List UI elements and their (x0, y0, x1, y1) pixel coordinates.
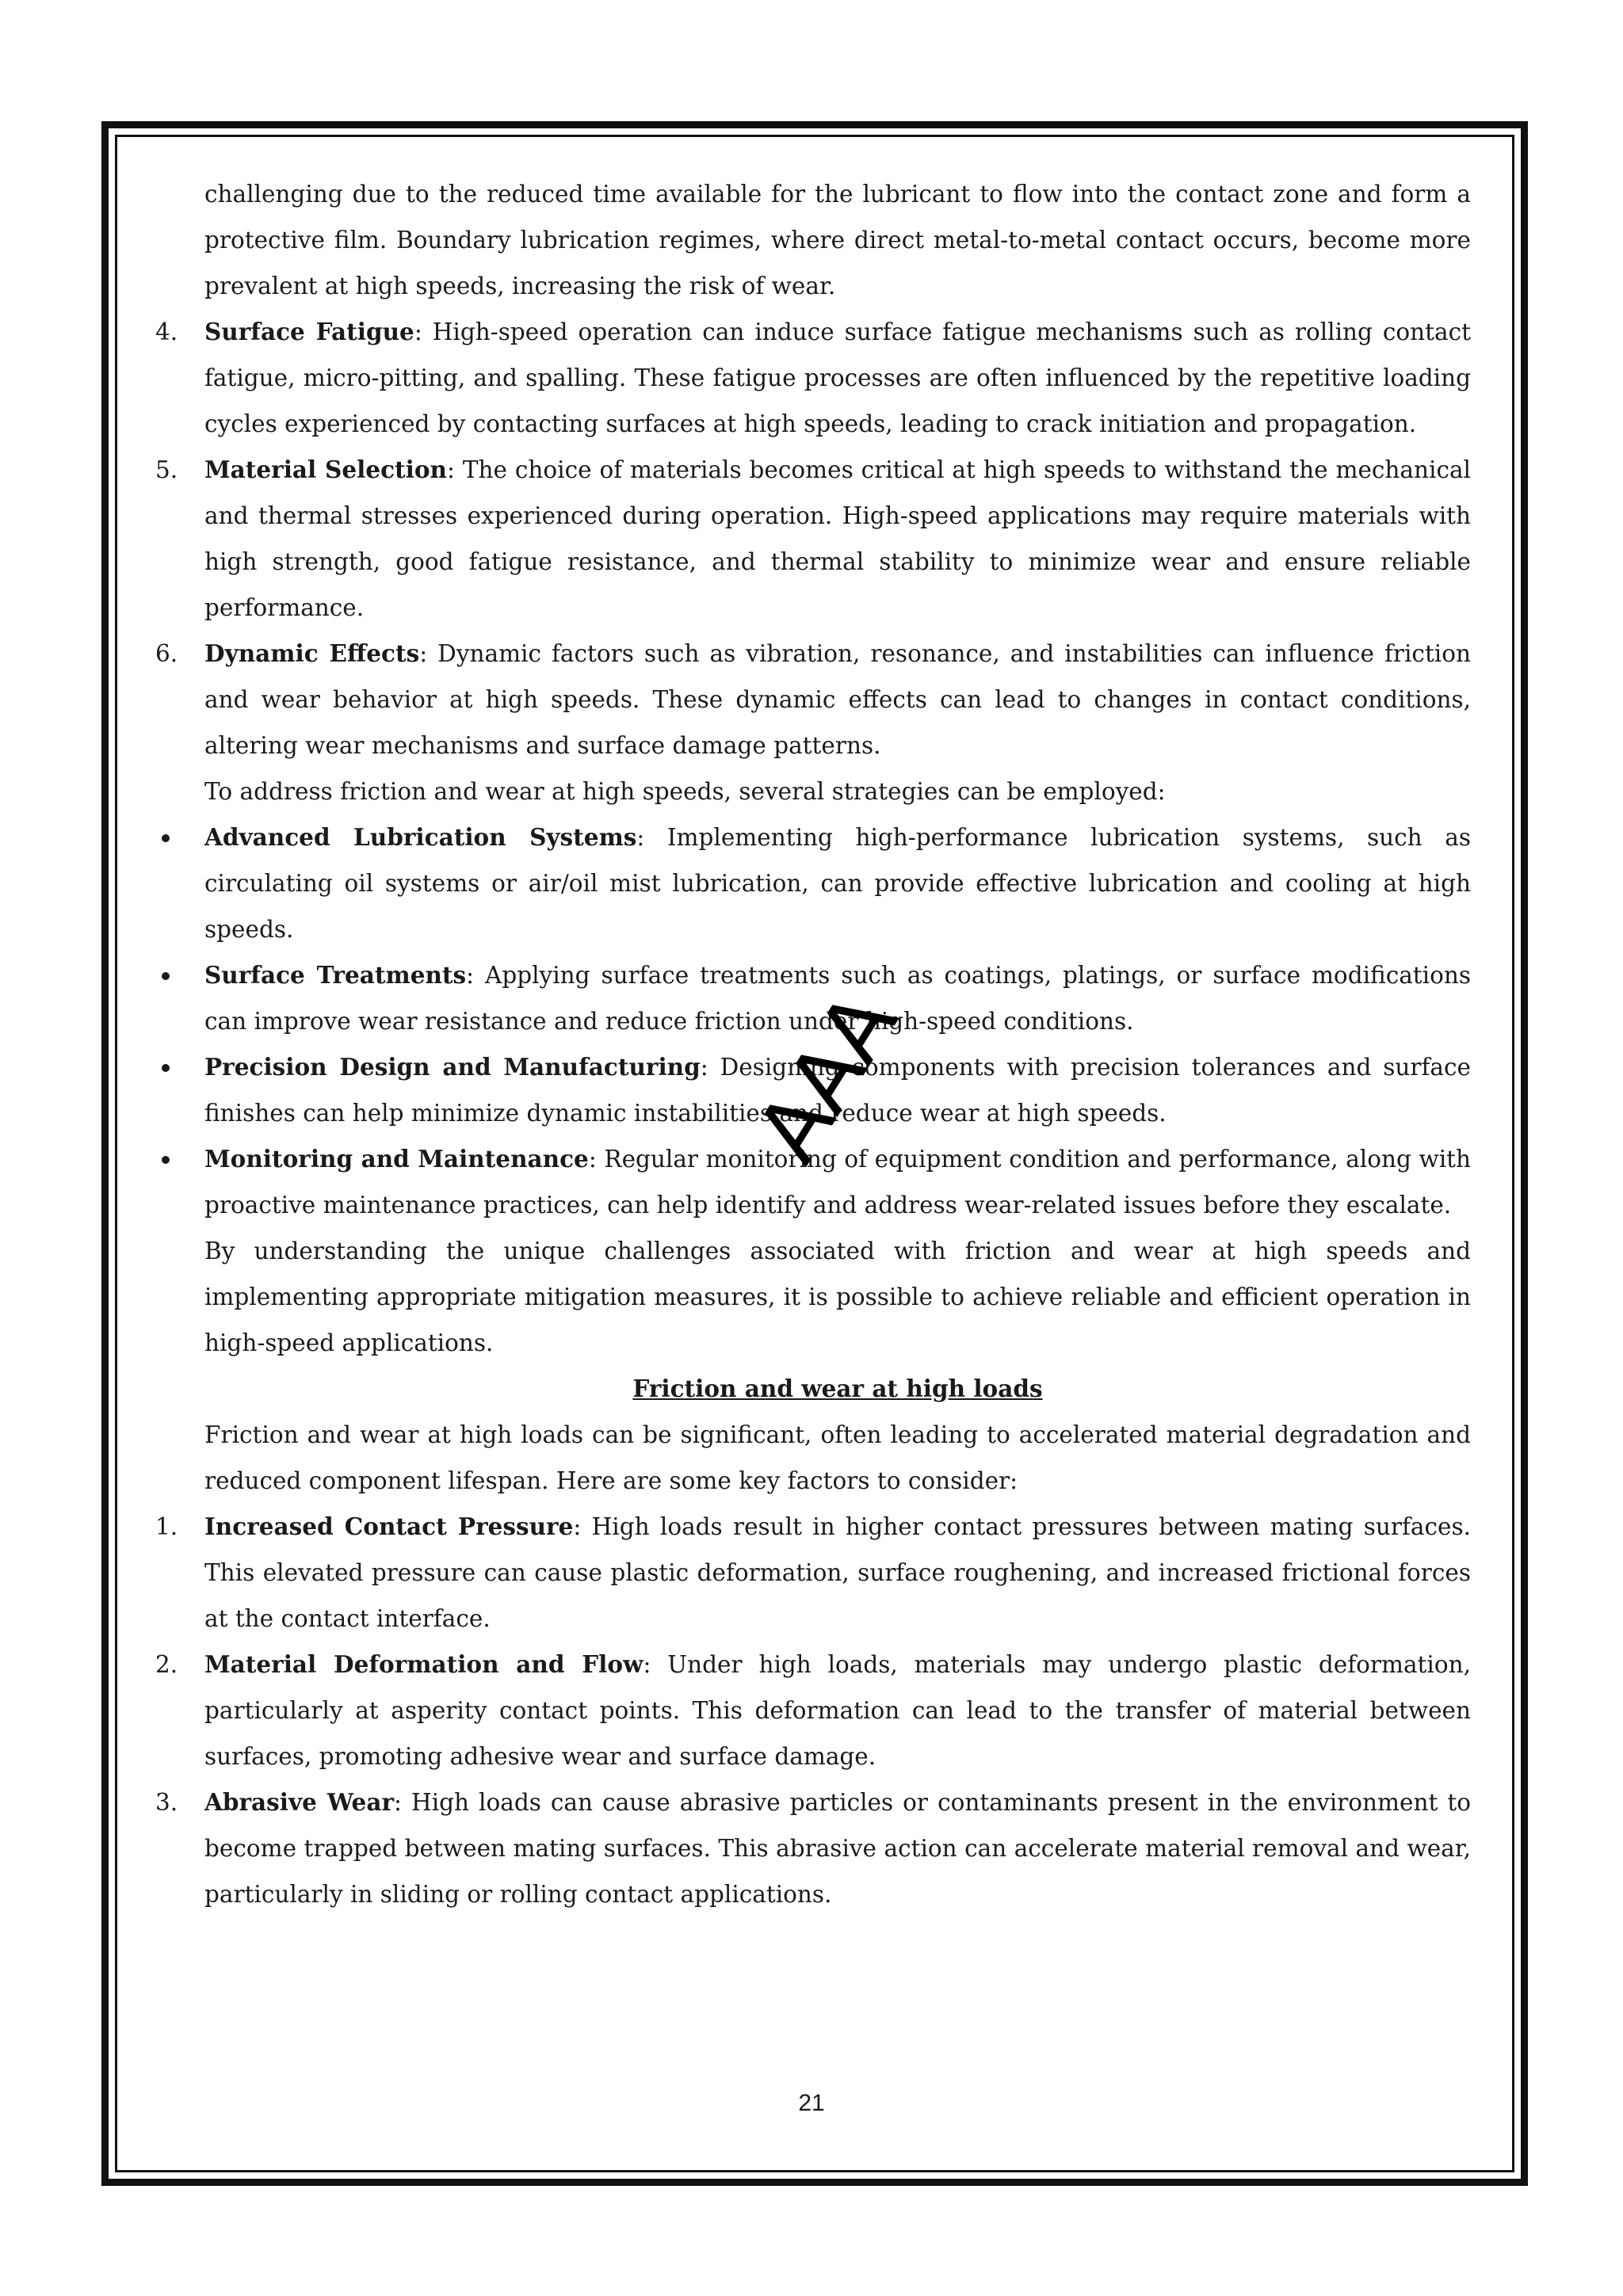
bullet-item (155, 814, 1471, 952)
item-text: : High-speed operation can induce surface fatigue mechanisms such as rolling contact fatigue, micro-pitting, and spalling. These fatigue processes are often influenced by the repetitive loading cycles experienced by contacting surfaces at high speeds, leading to crack initiation and propagation. (204, 318, 1471, 437)
item-term: Surface Fatigue (204, 318, 414, 345)
item-text: : Regular monitoring of equipment condition and performance, along with proactive maintenance practices, can help identify and address wear-related issues before they escalate. (204, 1146, 1472, 1219)
watermark: AAA (737, 977, 916, 1179)
item-term: Material Deformation and Flow (204, 1650, 643, 1678)
list-item (155, 447, 1471, 631)
item-term: Abrasive Wear (204, 1788, 394, 1816)
list-item (155, 631, 1471, 769)
item-term: Advanced Lubrication Systems (204, 823, 637, 851)
item-text: : Applying surface treatments such as coatings, platings, or surface modifications can improve wear resistance and reduce friction under high-speed conditions. (204, 962, 1471, 1035)
item-term: Surface Treatments (204, 961, 467, 989)
item-text: : High loads result in higher contact pressures between mating surfaces. This elevated pressure can cause plastic deformation, surface roughening, and increased frictional forces at the contact interface. (204, 1513, 1471, 1632)
list-number: 2. (155, 1651, 178, 1678)
list-item (155, 1504, 1471, 1642)
item-term: Material Selection (204, 456, 447, 483)
list-number: 6. (155, 640, 178, 667)
item-text: : Under high loads, materials may undergo plastic deformation, particularly at asperity contact points. This deformation can lead to the transfer of material between surfaces, promoting adhesive wear and surface damage. (204, 1651, 1471, 1770)
list-item (155, 1779, 1471, 1917)
list-item (155, 309, 1471, 447)
list-number: 1. (155, 1513, 178, 1540)
bullet-icon (162, 1156, 170, 1164)
item-text: : Dynamic factors such as vibration, resonance, and instabilities can influence friction and wear behavior at high speeds. These dynamic effects can lead to changes in contact conditions, altering wear mechanisms and surface damage patterns. (204, 640, 1472, 759)
item-term: Dynamic Effects (204, 639, 420, 667)
bullet-icon (162, 1064, 170, 1072)
continuation-paragraph: challenging due to the reduced time available for the lubricant to flow into the contact zone and form a protective film. Boundary lubrication regimes, where direct metal-to-metal contact occurs, become more prevalent at high speeds, increasing the risk of wear. (204, 181, 1471, 299)
item-text: : The choice of materials becomes critical at high speeds to withstand the mechanical and thermal stresses experienced during operation. High-speed applications may require materials with high strength, good fatigue resistance, and thermal stability to minimize wear and ensure reliable performance. (204, 456, 1471, 621)
item-term: Increased Contact Pressure (204, 1512, 574, 1540)
conclusion-paragraph: By understanding the unique challenges associated with friction and wear at high speeds and implementing appropriate mitigation measures, it is possible to achieve reliable and efficient operation in high-speed applications. (204, 1238, 1471, 1356)
item-text: : Implementing high-performance lubrication systems, such as circulating oil systems or air/oil mist lubrication, can provide effective lubrication and cooling at high speeds. (204, 824, 1471, 943)
page-number: 21 (798, 2090, 825, 2116)
list-number: 4. (155, 318, 178, 345)
section-heading: Friction and wear at high loads (632, 1375, 1043, 1402)
item-text: : Designing components with precision tolerances and surface finishes can help minimize dynamic instabilities and reduce wear at high speeds. (204, 1054, 1471, 1127)
item-term: Precision Design and Manufacturing (204, 1053, 701, 1081)
list-number: 5. (155, 456, 178, 483)
list-item (155, 1642, 1471, 1779)
bullet-icon (162, 834, 170, 842)
strategies-intro: To address friction and wear at high speeds, several strategies can be employed: (204, 778, 1166, 805)
item-term: Monitoring and Maintenance (204, 1145, 589, 1173)
bullet-icon (162, 972, 170, 980)
list-number: 3. (155, 1789, 178, 1816)
item-text: : High loads can cause abrasive particles or contaminants present in the environment to become trapped between mating surfaces. This abrasive action can accelerate material removal and wear, particularly in sliding or rolling contact applications. (204, 1789, 1471, 1908)
section-intro: Friction and wear at high loads can be significant, often leading to accelerated material degradation and reduced component lifespan. Here are some key factors to consider: (204, 1421, 1471, 1494)
